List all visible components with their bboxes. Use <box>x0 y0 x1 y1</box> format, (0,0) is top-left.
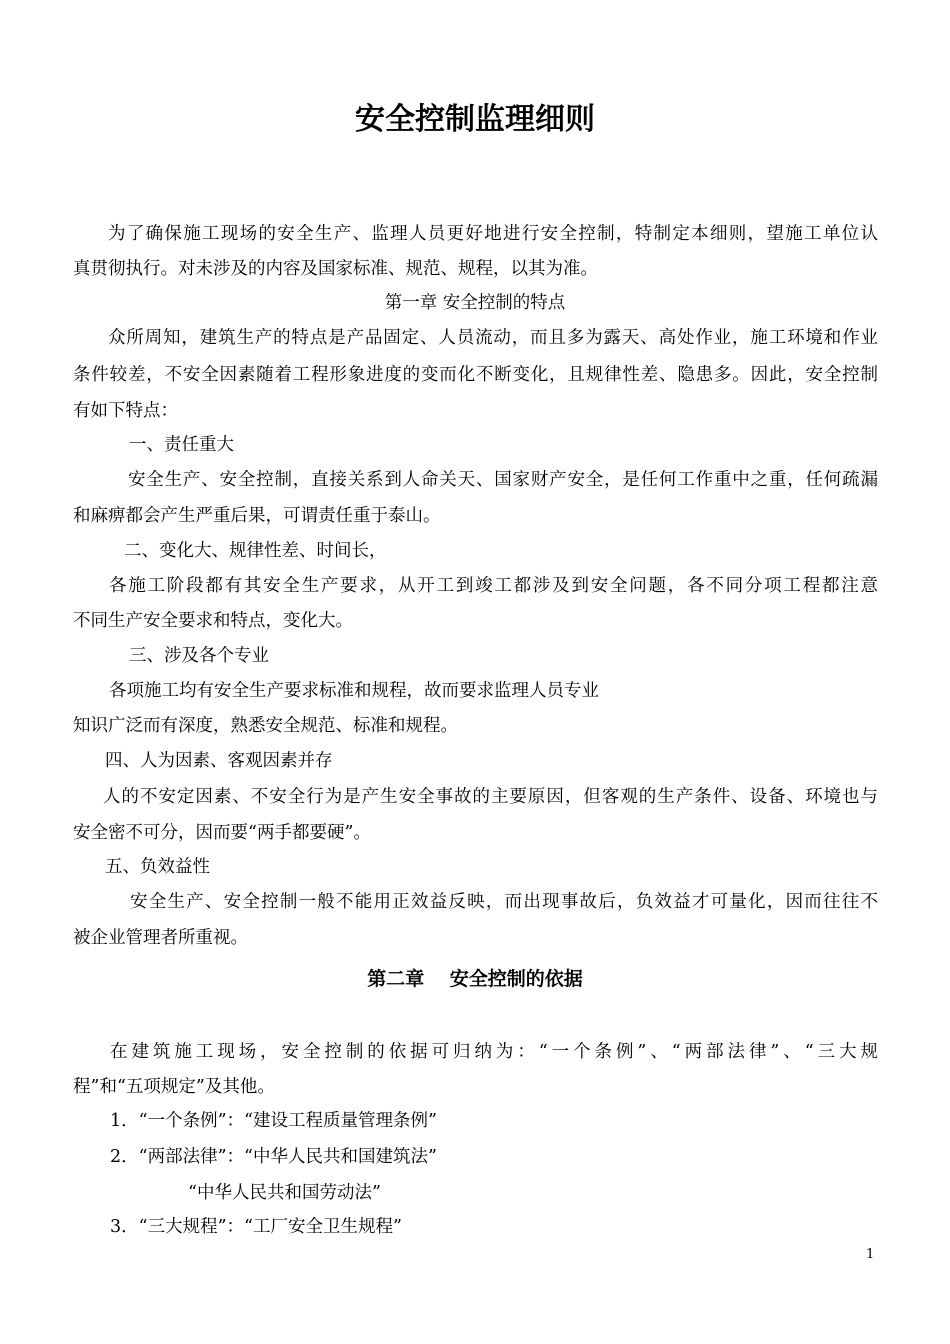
ch2-paragraph-line-2: 程”和“五项规定”及其他。 <box>73 1077 275 1097</box>
section-1-line-2: 和麻痹都会产生严重后果，可谓责任重于泰山。 <box>73 506 441 526</box>
page-number: 1 <box>866 1247 875 1262</box>
chapter-1-heading: 第一章 安全控制的特点 <box>384 293 566 313</box>
section-3-heading: 三、涉及各个专业 <box>129 646 269 666</box>
section-5-heading: 五、负效益性 <box>105 857 210 877</box>
intro-line-1: 为了确保施工现场的安全生产、监理人员更好地进行安全控制，特制定本细则，望施工单位认 <box>108 224 878 244</box>
list-item-1: 1．“一个条例”：“建设工程质量管理条例” <box>110 1111 437 1131</box>
section-5-line-2: 被企业管理者所重视。 <box>73 928 248 948</box>
document-title: 安全控制监理细则 <box>355 102 595 137</box>
ch2-paragraph-line-1: 在建筑施工现场，安全控制的依据可归纳为：“一个条例”、“两部法律”、“三大规 <box>110 1042 878 1062</box>
ch1-paragraph-line-1: 众所周知，建筑生产的特点是产品固定、人员流动，而且多为露天、高处作业，施工环境和作业 <box>108 328 878 348</box>
section-3-line-1: 各项施工均有安全生产要求标准和规程，故而要求监理人员专业 <box>109 681 599 701</box>
list-item-3: 3．“三大规程”：“工厂安全卫生规程” <box>110 1217 402 1237</box>
section-3-line-2: 知识广泛而有深度，熟悉安全规范、标准和规程。 <box>73 716 458 736</box>
section-2-line-1: 各施工阶段都有其安全生产要求，从开工到竣工都涉及到安全问题，各不同分项工程都注意 <box>109 576 878 596</box>
ch1-paragraph-line-3: 有如下特点： <box>73 401 178 421</box>
section-4-line-1: 人的不安定因素、不安全行为是产生安全事故的主要原因，但客观的生产条件、设备、环境也与 <box>103 787 878 807</box>
section-2-line-2: 不同生产安全要求和特点，变化大。 <box>73 611 353 631</box>
section-1-heading: 一、责任重大 <box>129 435 234 455</box>
ch1-paragraph-line-2: 条件较差，不安全因素随着工程形象进度的变而化不断变化，且规律性差、隐患多。因此，安全控制 <box>73 365 878 385</box>
section-1-line-1: 安全生产、安全控制，直接关系到人命关天、国家财产安全，是任何工作重中之重，任何疏漏 <box>128 470 878 490</box>
section-5-line-1: 安全生产、安全控制一般不能用正效益反映，而出现事故后，负效益才可量化，因而往往不 <box>130 892 878 912</box>
section-4-line-2: 安全密不可分，因而要“两手都要硬”。 <box>73 823 371 843</box>
list-item-2: 2．“两部法律”：“中华人民共和国建筑法” <box>110 1147 437 1167</box>
intro-line-2: 真贯彻执行。对未涉及的内容及国家标准、规范、规程，以其为准。 <box>73 259 598 279</box>
section-2-heading: 二、变化大、规律性差、时间长， <box>124 541 387 561</box>
list-item-2-continued: “中华人民共和国劳动法” <box>188 1183 381 1203</box>
chapter-2-heading: 第二章 安全控制的依据 <box>367 968 583 990</box>
section-4-heading: 四、人为因素、客观因素并存 <box>105 751 333 771</box>
